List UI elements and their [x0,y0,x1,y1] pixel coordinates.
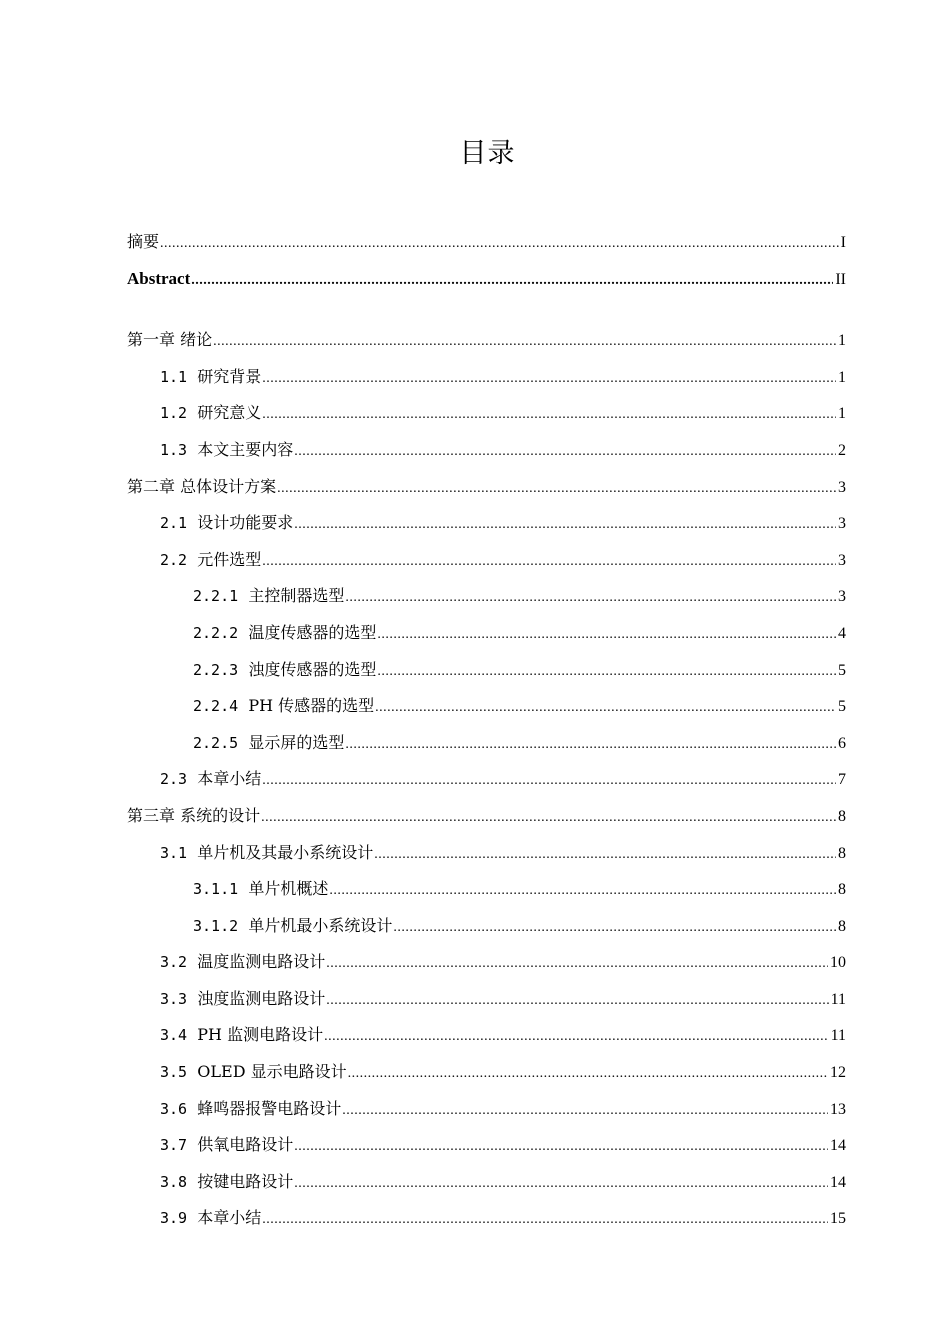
toc-entry-page-number: II [835,270,846,288]
toc-dot-leader [348,1056,828,1093]
toc-entry-label: 本文主要内容 [197,439,294,459]
toc-entry[interactable] [127,432,846,469]
toc-entry-spacer [187,359,197,396]
toc-entry-page-number: 11 [830,990,846,1008]
toc-dot-leader [294,507,836,544]
toc-dot-leader [377,654,836,691]
toc-entry-spacer [238,688,248,725]
toc-entry-label: 浊度传感器的选型 [248,659,377,679]
toc-entry-label: 蜂鸣器报警电路设计 [197,1098,342,1118]
toc-entry-number: 1.2 [160,404,188,423]
toc-entry[interactable] [127,224,846,261]
toc-entry[interactable] [127,505,846,542]
toc-entry-spacer [187,981,197,1018]
toc-entry-page-number: 3 [838,478,846,496]
toc-entry-page-number: 5 [838,661,846,679]
page-title: 目录 [459,138,516,169]
toc-entry-page-number: 3 [838,551,846,569]
toc-dot-leader [324,1019,829,1056]
toc-dot-leader [294,1129,828,1166]
toc-entry[interactable] [127,1054,846,1091]
table-of-contents [127,224,846,1237]
toc-entry-spacer [187,1164,197,1201]
toc-dot-leader [345,580,836,617]
toc-dot-leader [345,727,836,764]
toc-entry-label: PH 监测电路设计 [197,1025,324,1045]
toc-dot-leader [262,1202,828,1239]
toc-entry-spacer [187,1017,197,1054]
toc-dot-leader [262,397,836,434]
toc-entry[interactable] [127,944,846,981]
toc-entry[interactable] [127,578,846,615]
toc-entry-page-number: 8 [838,917,846,935]
toc-entry-label: 按键电路设计 [197,1171,294,1191]
toc-entry-page-number: 2 [838,441,846,459]
toc-entry-page-number: 11 [830,1027,846,1045]
toc-gap [127,297,846,322]
toc-entry[interactable] [127,1091,846,1128]
toc-entry-label: 第二章 总体设计方案 [127,476,277,496]
toc-dot-leader [329,873,836,910]
toc-entry-number: 3.5 [160,1063,188,1082]
toc-entry-label: 第三章 系统的设计 [127,805,261,825]
toc-entry[interactable] [127,871,846,908]
toc-entry-spacer [187,1091,197,1128]
toc-entry-label: 设计功能要求 [197,513,294,533]
toc-entry[interactable] [127,1127,846,1164]
toc-dot-leader [377,617,836,654]
toc-entry-spacer [238,615,248,652]
toc-entry-number: 2.2.3 [193,660,239,679]
toc-entry[interactable] [127,835,846,872]
toc-entry[interactable] [127,798,846,835]
toc-entry-number: 3.1 [160,843,188,862]
toc-dot-leader [294,434,836,471]
toc-entry-label: Abstract [127,268,191,288]
toc-entry-page-number: 10 [830,954,846,972]
toc-entry-number: 2.3 [160,770,188,789]
toc-entry[interactable] [127,1200,846,1237]
toc-entry-spacer [187,395,197,432]
toc-entry-label: 本章小结 [197,1208,262,1228]
toc-entry-page-number: 1 [838,368,846,386]
toc-entry[interactable] [127,688,846,725]
toc-entry-number: 2.2.4 [193,697,239,716]
toc-entry-spacer [187,1054,197,1091]
toc-entry[interactable] [127,725,846,762]
toc-entry-spacer [187,542,197,579]
toc-dot-leader [375,690,836,727]
toc-entry-number: 3.7 [160,1136,188,1155]
toc-entry-spacer [187,835,197,872]
toc-entry-label: 本章小结 [197,769,262,789]
toc-entry-label: OLED 显示电路设计 [197,1062,347,1082]
toc-entry-spacer [238,871,248,908]
toc-dot-leader [277,471,836,508]
toc-entry-number: 3.3 [160,989,188,1008]
toc-dot-leader [160,226,839,263]
toc-entry-label: 单片机最小系统设计 [248,915,393,935]
toc-entry-number: 3.6 [160,1099,188,1118]
toc-entry[interactable] [127,1017,846,1054]
toc-entry-page-number: 4 [838,624,846,642]
toc-dot-leader [262,763,836,800]
toc-entry[interactable] [127,359,846,396]
toc-dot-leader [213,324,836,361]
toc-entry-label: 第一章 绪论 [127,330,213,350]
toc-entry-spacer [187,944,197,981]
toc-entry-page-number: 15 [830,1210,846,1228]
toc-entry-label: 浊度监测电路设计 [197,988,326,1008]
toc-entry-label: 温度监测电路设计 [197,952,326,972]
toc-entry-spacer [187,505,197,542]
toc-entry-page-number: 6 [838,734,846,752]
toc-entry-page-number: 1 [838,405,846,423]
toc-entry-number: 1.1 [160,367,188,386]
toc-entry-page-number: 12 [830,1064,846,1082]
toc-entry-number: 2.2.1 [193,587,239,606]
toc-entry-number: 2.2.5 [193,733,239,752]
toc-entry-label: 单片机概述 [248,879,329,899]
toc-entry[interactable] [127,322,846,359]
toc-entry-label: 摘要 [127,232,160,251]
toc-entry-spacer [238,908,248,945]
toc-entry-label: 供氧电路设计 [197,1135,294,1155]
toc-entry-number: 3.4 [160,1026,188,1045]
toc-entry[interactable] [127,1164,846,1201]
toc-entry-number: 3.8 [160,1172,188,1191]
toc-entry-spacer [238,725,248,762]
toc-entry[interactable] [127,652,846,689]
toc-entry-spacer [187,1200,197,1237]
toc-entry[interactable] [127,261,846,298]
toc-entry-page-number: 8 [838,844,846,862]
toc-dot-leader [191,263,833,300]
toc-entry[interactable] [127,542,846,579]
toc-entry-label: 温度传感器的选型 [248,622,377,642]
toc-entry-number: 2.2 [160,550,188,569]
toc-entry-page-number: 7 [838,771,846,789]
toc-entry[interactable] [127,981,846,1018]
toc-entry-page-number: 8 [838,881,846,899]
toc-entry-label: 研究意义 [197,403,262,423]
toc-entry-page-number: I [840,234,846,251]
toc-dot-leader [261,800,836,837]
toc-entry[interactable] [127,395,846,432]
toc-entry-page-number: 3 [838,515,846,533]
toc-dot-leader [326,983,828,1020]
toc-dot-leader [294,1166,828,1203]
toc-entry-page-number: 14 [830,1137,846,1155]
toc-dot-leader [262,544,836,581]
toc-entry-number: 3.1.1 [193,880,239,899]
toc-entry-page-number: 14 [830,1173,846,1191]
toc-entry-label: PH 传感器的选型 [248,696,375,716]
toc-entry-label: 元件选型 [197,549,262,569]
toc-entry-spacer [187,761,197,798]
toc-entry-page-number: 5 [838,698,846,716]
toc-entry-page-number: 1 [838,332,846,350]
toc-entry-spacer [238,578,248,615]
toc-entry-label: 主控制器选型 [248,586,345,606]
toc-entry[interactable] [127,615,846,652]
toc-entry-number: 2.1 [160,514,188,533]
toc-entry-number: 3.2 [160,953,188,972]
toc-entry[interactable] [127,908,846,945]
toc-entry-page-number: 3 [838,588,846,606]
toc-entry-label: 研究背景 [197,366,262,386]
toc-entry-label: 显示屏的选型 [248,732,345,752]
toc-dot-leader [262,361,836,398]
toc-entry-page-number: 8 [838,807,846,825]
toc-entry-label: 单片机及其最小系统设计 [197,842,374,862]
toc-entry-page-number: 13 [830,1100,846,1118]
toc-entry-spacer [238,652,248,689]
toc-dot-leader [342,1093,828,1130]
toc-dot-leader [393,910,836,947]
toc-dot-leader [374,837,836,874]
toc-entry-number: 3.9 [160,1209,188,1228]
toc-dot-leader [326,946,828,983]
toc-entry[interactable] [127,469,846,506]
toc-entry-spacer [187,432,197,469]
toc-entry[interactable] [127,761,846,798]
toc-entry-spacer [187,1127,197,1164]
toc-entry-number: 1.3 [160,440,188,459]
toc-entry-number: 3.1.2 [193,916,239,935]
toc-entry-number: 2.2.2 [193,623,239,642]
